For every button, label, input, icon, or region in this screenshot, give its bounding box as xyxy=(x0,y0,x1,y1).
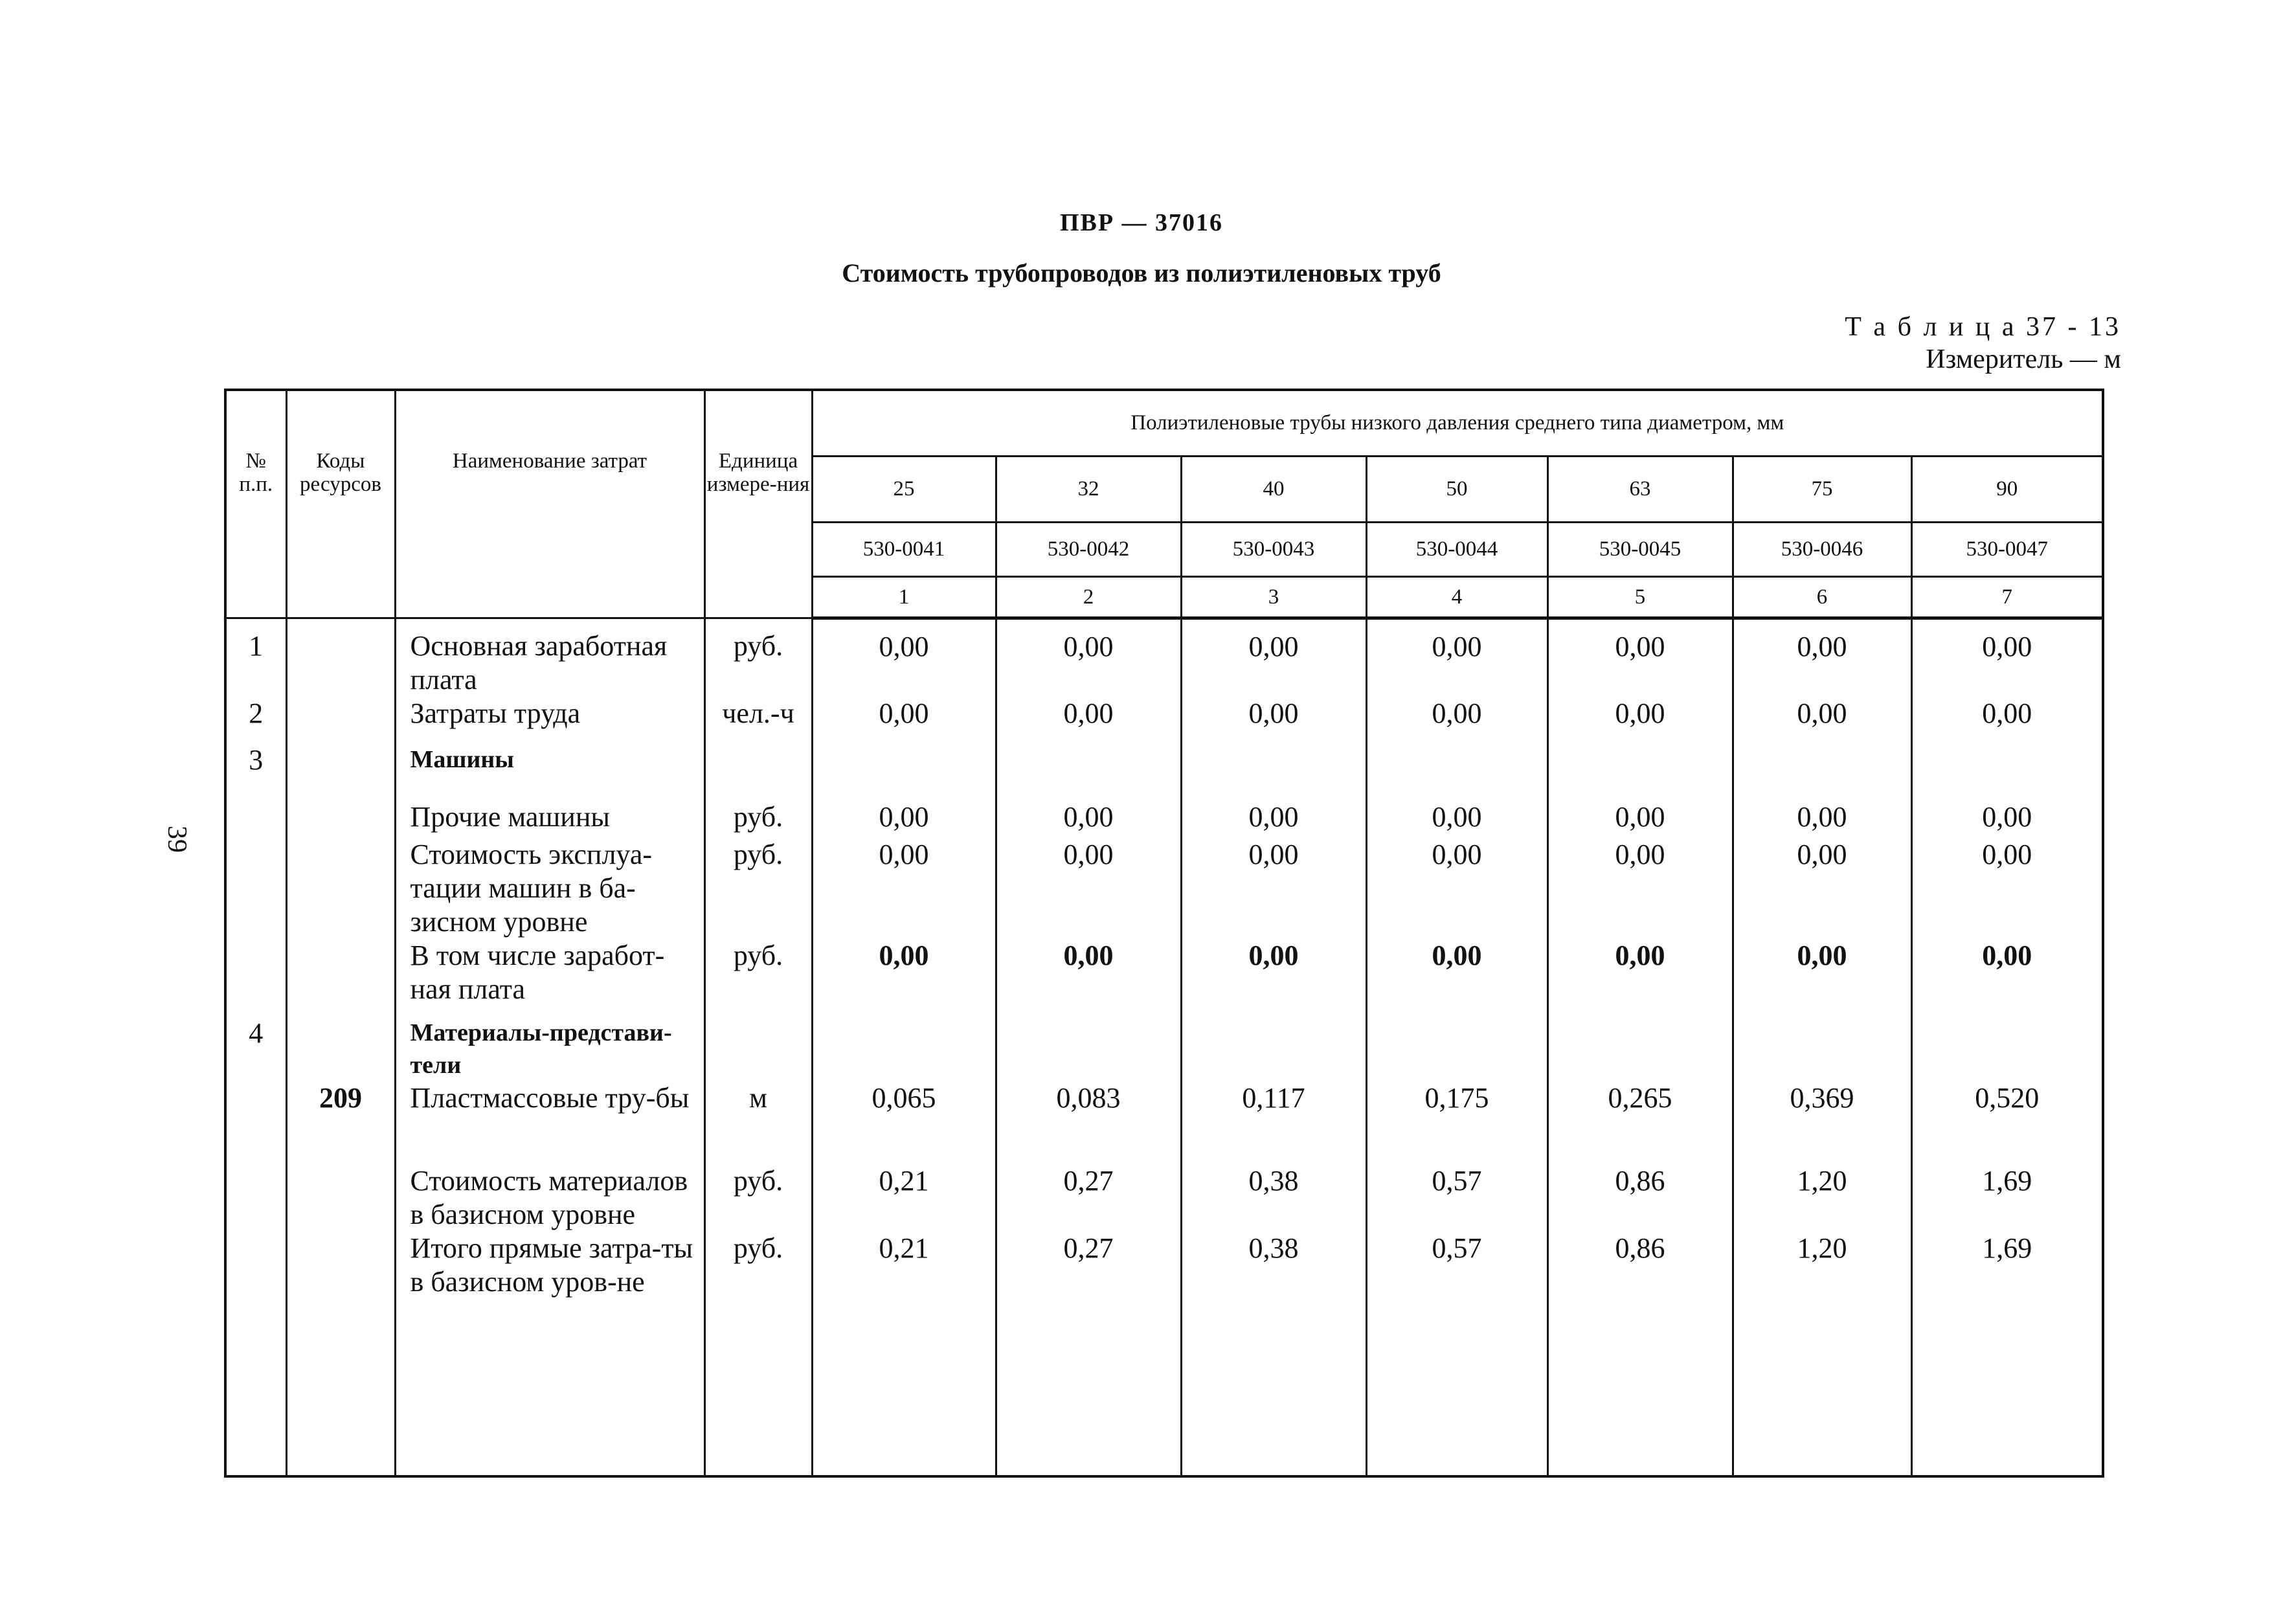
row-value: 0,00 xyxy=(1181,697,1366,743)
empty-cell xyxy=(286,1309,395,1477)
row-resource-code xyxy=(286,1164,395,1232)
row-resource-code xyxy=(286,743,395,800)
row-value: 0,00 xyxy=(1733,618,1911,697)
row-resource-code xyxy=(286,838,395,939)
row-unit: руб. xyxy=(704,1164,812,1232)
cost-table xyxy=(224,389,2104,1478)
header-no: № п.п. xyxy=(225,390,286,618)
header-diameter: 50 xyxy=(1366,456,1547,522)
row-resource-code: 209 xyxy=(286,1081,395,1164)
table-row xyxy=(225,1081,2103,1164)
table-row xyxy=(225,697,2103,743)
header-diameter: 90 xyxy=(1911,456,2103,522)
empty-cell xyxy=(704,1309,812,1477)
row-value: 0,86 xyxy=(1547,1232,1733,1309)
row-value xyxy=(1366,1017,1547,1081)
row-value: 0,369 xyxy=(1733,1081,1911,1164)
table-row xyxy=(225,800,2103,838)
empty-cell xyxy=(812,1309,996,1477)
row-value xyxy=(996,743,1181,800)
row-cost-name: В том числе заработ-ная плата xyxy=(395,939,704,1017)
row-value: 0,175 xyxy=(1366,1081,1547,1164)
row-value: 0,00 xyxy=(1733,697,1911,743)
row-value: 0,00 xyxy=(812,939,996,1017)
row-value: 0,00 xyxy=(1547,618,1733,697)
row-value: 1,20 xyxy=(1733,1164,1911,1232)
row-value: 0,38 xyxy=(1181,1232,1366,1309)
row-value: 0,00 xyxy=(1911,838,2103,939)
row-value xyxy=(812,1017,996,1081)
table-filler-row xyxy=(225,1309,2103,1477)
table-row xyxy=(225,1017,2103,1081)
row-value: 0,86 xyxy=(1547,1164,1733,1232)
row-value: 0,00 xyxy=(812,618,996,697)
row-value: 0,00 xyxy=(1547,800,1733,838)
row-value: 0,00 xyxy=(1547,838,1733,939)
row-resource-code xyxy=(286,800,395,838)
table-row xyxy=(225,939,2103,1017)
header-resource-code: 530-0046 xyxy=(1733,522,1911,576)
header-resource-code: 530-0041 xyxy=(812,522,996,576)
header-resource-code: 530-0047 xyxy=(1911,522,2103,576)
row-number xyxy=(225,1164,286,1232)
header-column-number: 2 xyxy=(996,576,1181,618)
header-unit: Единица измере-ния xyxy=(704,390,812,618)
table-label xyxy=(1845,311,2121,376)
row-value: 1,69 xyxy=(1911,1164,2103,1232)
row-unit: руб. xyxy=(704,939,812,1017)
row-value xyxy=(1366,743,1547,800)
row-value: 1,20 xyxy=(1733,1232,1911,1309)
row-value: 0,00 xyxy=(996,618,1181,697)
row-value: 0,00 xyxy=(1911,618,2103,697)
header-diameter: 63 xyxy=(1547,456,1733,522)
table-row xyxy=(225,1164,2103,1232)
row-value: 0,00 xyxy=(1181,838,1366,939)
row-value xyxy=(1547,743,1733,800)
row-unit: руб. xyxy=(704,618,812,697)
header-name: Наименование затрат xyxy=(395,390,704,618)
row-value: 0,00 xyxy=(996,697,1181,743)
row-value: 0,00 xyxy=(1733,838,1911,939)
row-number xyxy=(225,800,286,838)
row-value: 0,265 xyxy=(1547,1081,1733,1164)
table-row xyxy=(225,743,2103,800)
row-cost-name: Стоимость материалов в базисном уровне xyxy=(395,1164,704,1232)
empty-cell xyxy=(395,1309,704,1477)
row-cost-name: Итого прямые затра-ты в базисном уров-не xyxy=(395,1232,704,1309)
header-column-number: 5 xyxy=(1547,576,1733,618)
header-resource-code: 530-0043 xyxy=(1181,522,1366,576)
row-value xyxy=(1733,1017,1911,1081)
row-cost-name: Материалы-представи-тели xyxy=(395,1017,704,1081)
header-column-number: 7 xyxy=(1911,576,2103,618)
page-number: 39 xyxy=(162,826,192,853)
row-value: 0,38 xyxy=(1181,1164,1366,1232)
row-value: 0,00 xyxy=(1366,838,1547,939)
row-value xyxy=(1181,1017,1366,1081)
row-unit: руб. xyxy=(704,800,812,838)
row-value: 0,00 xyxy=(812,697,996,743)
header-diameter: 25 xyxy=(812,456,996,522)
row-value: 0,00 xyxy=(1366,800,1547,838)
row-unit xyxy=(704,743,812,800)
row-value: 0,00 xyxy=(1911,697,2103,743)
row-number xyxy=(225,939,286,1017)
row-unit: чел.-ч xyxy=(704,697,812,743)
row-value: 0,00 xyxy=(996,838,1181,939)
row-value: 0,57 xyxy=(1366,1164,1547,1232)
row-resource-code xyxy=(286,618,395,697)
table-number: Т а б л и ц а 37 - 13 xyxy=(1845,312,2121,342)
row-unit: м xyxy=(704,1081,812,1164)
header-column-number: 4 xyxy=(1366,576,1547,618)
empty-cell xyxy=(1547,1309,1733,1477)
table-row xyxy=(225,1232,2103,1309)
row-unit: руб. xyxy=(704,1232,812,1309)
header-diameter: 32 xyxy=(996,456,1181,522)
header-column-number: 1 xyxy=(812,576,996,618)
row-value: 0,00 xyxy=(1366,939,1547,1017)
row-number xyxy=(225,1232,286,1309)
table-row xyxy=(225,838,2103,939)
row-value: 0,00 xyxy=(1366,697,1547,743)
row-value: 0,065 xyxy=(812,1081,996,1164)
row-value: 0,00 xyxy=(1733,800,1911,838)
row-value: 0,520 xyxy=(1911,1081,2103,1164)
empty-cell xyxy=(1181,1309,1366,1477)
row-value: 0,00 xyxy=(1181,618,1366,697)
row-unit: руб. xyxy=(704,838,812,939)
header-resource-code: 530-0045 xyxy=(1547,522,1733,576)
header-diameter: 40 xyxy=(1181,456,1366,522)
empty-cell xyxy=(1733,1309,1911,1477)
row-resource-code xyxy=(286,1232,395,1309)
row-number xyxy=(225,838,286,939)
header-group: Полиэтиленовые трубы низкого давления среднего типа диаметром, мм xyxy=(812,390,2103,456)
row-value: 0,00 xyxy=(996,800,1181,838)
row-value: 0,00 xyxy=(996,939,1181,1017)
row-value xyxy=(812,743,996,800)
row-cost-name: Прочие машины xyxy=(395,800,704,838)
row-value xyxy=(1181,743,1366,800)
row-cost-name: Основная заработная плата xyxy=(395,618,704,697)
row-cost-name: Пластмассовые тру-бы xyxy=(395,1081,704,1164)
row-resource-code xyxy=(286,939,395,1017)
row-number xyxy=(225,1081,286,1164)
row-number: 2 xyxy=(225,697,286,743)
row-number: 1 xyxy=(225,618,286,697)
header-diameter: 75 xyxy=(1733,456,1911,522)
table-row xyxy=(225,618,2103,697)
header-column-number: 3 xyxy=(1181,576,1366,618)
row-value: 0,27 xyxy=(996,1232,1181,1309)
row-value: 0,00 xyxy=(1181,800,1366,838)
row-cost-name: Машины xyxy=(395,743,704,800)
header-column-number: 6 xyxy=(1733,576,1911,618)
row-value: 0,00 xyxy=(1366,618,1547,697)
row-value: 0,00 xyxy=(1911,939,2103,1017)
row-value: 0,57 xyxy=(1366,1232,1547,1309)
row-value: 0,00 xyxy=(812,800,996,838)
row-value xyxy=(1733,743,1911,800)
row-value: 0,00 xyxy=(1547,697,1733,743)
row-value: 0,27 xyxy=(996,1164,1181,1232)
header-codes: Коды ресурсов xyxy=(286,390,395,618)
document-code: ПВР — 37016 xyxy=(1059,209,1224,236)
row-value: 0,00 xyxy=(812,838,996,939)
row-value: 0,083 xyxy=(996,1081,1181,1164)
header-resource-code: 530-0044 xyxy=(1366,522,1547,576)
empty-cell xyxy=(1366,1309,1547,1477)
header-resource-code: 530-0042 xyxy=(996,522,1181,576)
row-value xyxy=(996,1017,1181,1081)
row-value: 1,69 xyxy=(1911,1232,2103,1309)
row-value xyxy=(1911,1017,2103,1081)
row-value: 0,21 xyxy=(812,1232,996,1309)
row-value: 0,00 xyxy=(1547,939,1733,1017)
row-value: 0,00 xyxy=(1181,939,1366,1017)
empty-cell xyxy=(996,1309,1181,1477)
document-title: Стоимость трубопроводов из полиэтиленовых труб xyxy=(842,258,1441,288)
empty-cell xyxy=(1911,1309,2103,1477)
row-cost-name: Затраты труда xyxy=(395,697,704,743)
row-number: 4 xyxy=(225,1017,286,1081)
row-value: 0,21 xyxy=(812,1164,996,1232)
row-value: 0,00 xyxy=(1911,800,2103,838)
row-value: 0,00 xyxy=(1733,939,1911,1017)
row-resource-code xyxy=(286,1017,395,1081)
empty-cell xyxy=(225,1309,286,1477)
row-value xyxy=(1911,743,2103,800)
row-cost-name: Стоимость эксплуа-тации машин в ба-зисном уровне xyxy=(395,838,704,939)
row-number: 3 xyxy=(225,743,286,800)
row-value: 0,117 xyxy=(1181,1081,1366,1164)
unit-of-measure: Измеритель — м xyxy=(1926,344,2121,374)
row-unit xyxy=(704,1017,812,1081)
row-value xyxy=(1547,1017,1733,1081)
row-resource-code xyxy=(286,697,395,743)
